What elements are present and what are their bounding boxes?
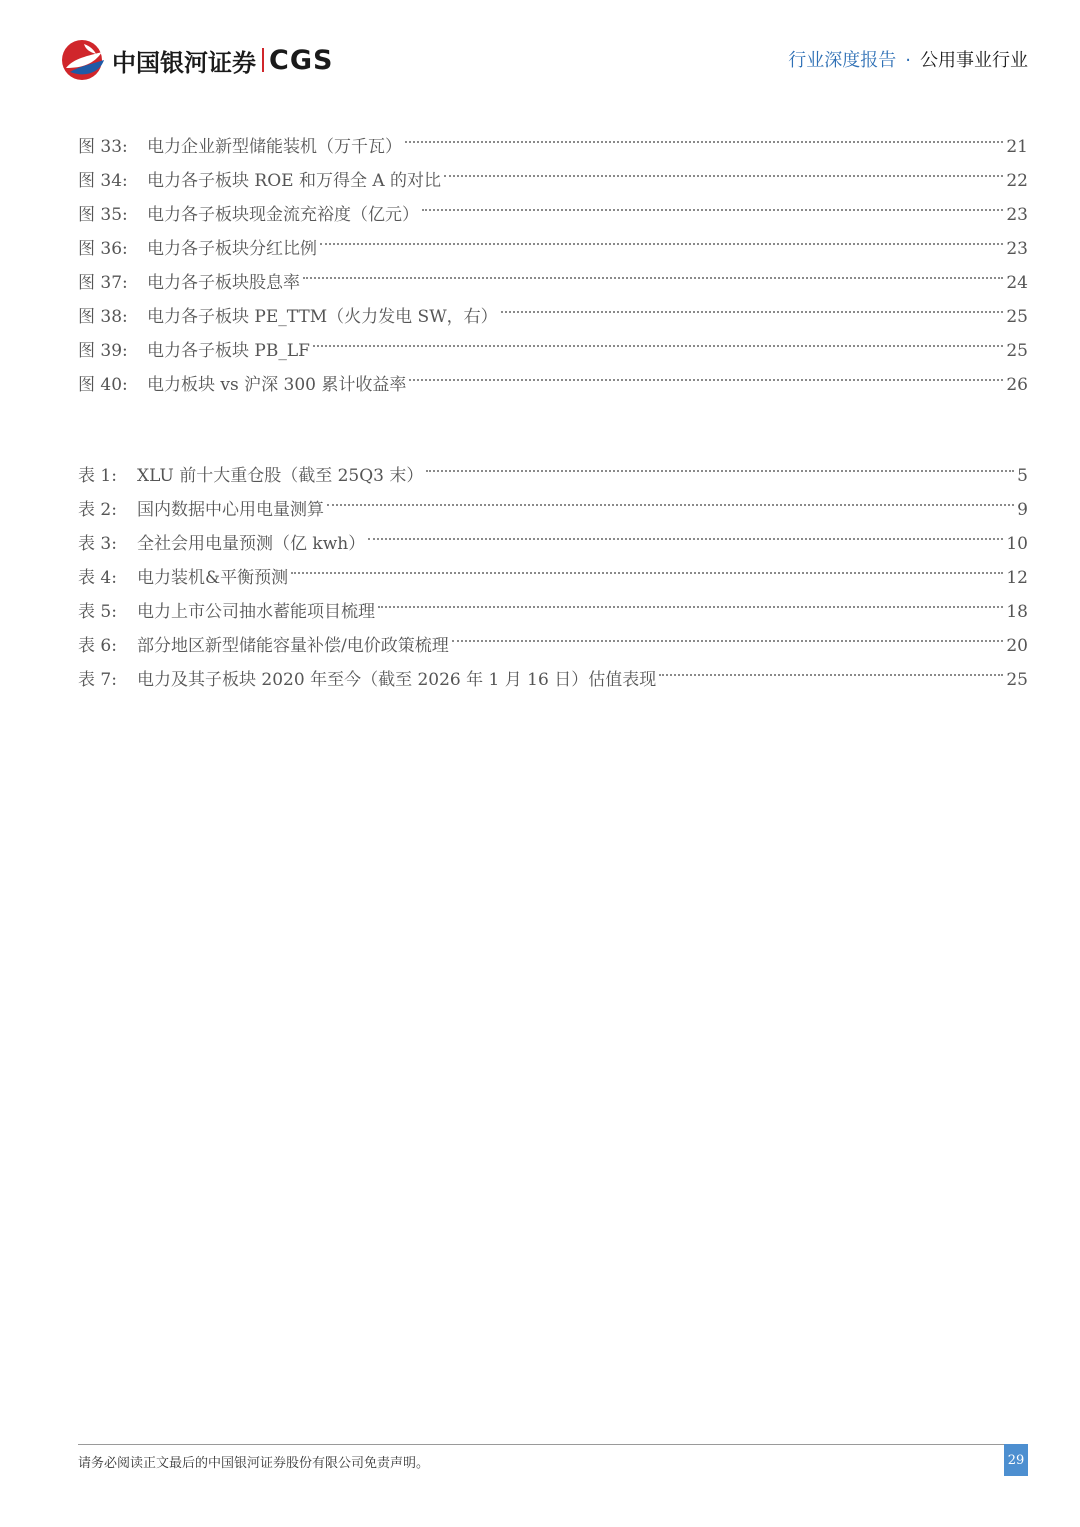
toc-entry-label: 表 3: (78, 534, 117, 554)
toc-entry-label: 图 40: (78, 375, 128, 395)
toc-entry-page: 18 (1006, 602, 1028, 622)
cgs-logo (60, 38, 333, 82)
toc-entry-table-6[interactable] (78, 617, 1028, 656)
toc-entry-page: 21 (1006, 137, 1028, 157)
toc-entry-label: 图 35: (78, 205, 128, 225)
toc-entry-figure-38[interactable] (78, 288, 1028, 327)
toc-entry-label: 表 2: (78, 500, 117, 520)
toc-leader-dots (501, 288, 1004, 322)
toc-entry-title: 电力上市公司抽水蓄能项目梳理 (137, 602, 375, 622)
toc-entry-page: 10 (1006, 534, 1028, 554)
toc-entry-figure-40[interactable] (78, 356, 1028, 395)
toc-entry-page: 20 (1006, 636, 1028, 656)
footer-disclaimer: 请务必阅读正文最后的中国银河证券股份有限公司免责声明。 (78, 1456, 430, 1471)
toc-entry-label: 表 7: (78, 670, 117, 690)
toc-entry-page: 9 (1017, 500, 1028, 520)
toc-entry-label: 图 33: (78, 137, 128, 157)
cgs-logo-mark-icon (60, 38, 106, 82)
toc-leader-dots (659, 651, 1003, 685)
toc-leader-dots (291, 549, 1003, 583)
toc-entry-title: 电力装机&平衡预测 (137, 568, 289, 588)
toc-leader-dots (422, 186, 1003, 220)
logo-divider (262, 48, 264, 72)
toc-entry-page: 25 (1006, 307, 1028, 327)
toc-entry-page: 23 (1006, 239, 1028, 259)
toc-entry-title: 电力板块 vs 沪深 300 累计收益率 (147, 375, 407, 395)
toc-entry-table-4[interactable] (78, 549, 1028, 588)
toc-leader-dots (313, 322, 1003, 356)
header-separator: · (905, 50, 911, 71)
toc-entry-title: 电力各子板块股息率 (147, 273, 300, 293)
toc-entry-figure-34[interactable] (78, 152, 1028, 191)
toc-entry-title: 电力各子板块 ROE 和万得全 A 的对比 (147, 171, 442, 191)
toc-entry-label: 表 6: (78, 636, 117, 656)
toc-entry-page: 23 (1006, 205, 1028, 225)
toc-entry-title: 电力各子板块现金流充裕度（亿元） (147, 205, 419, 225)
toc-leader-dots (320, 220, 1003, 254)
toc-entry-title: 电力及其子板块 2020 年至今（截至 2026 年 1 月 16 日）估值表现 (137, 670, 657, 690)
toc-entry-figure-35[interactable] (78, 186, 1028, 225)
toc-leader-dots (378, 583, 1003, 617)
toc-entry-label: 图 37: (78, 273, 128, 293)
toc-leader-dots (409, 356, 1003, 390)
toc-leader-dots (444, 152, 1003, 186)
toc-entry-title: 电力企业新型储能装机（万千瓦） (147, 137, 402, 157)
table-list (78, 447, 1028, 690)
toc-entry-label: 图 39: (78, 341, 128, 361)
toc-entry-label: 图 38: (78, 307, 128, 327)
toc-leader-dots (368, 515, 1003, 549)
toc-entry-table-2[interactable] (78, 481, 1028, 520)
toc-entry-table-7[interactable] (78, 651, 1028, 690)
toc-entry-label: 表 4: (78, 568, 117, 588)
toc-entry-page: 25 (1006, 670, 1028, 690)
toc-entry-table-3[interactable] (78, 515, 1028, 554)
toc-leader-dots (405, 118, 1003, 152)
toc-entry-page: 26 (1006, 375, 1028, 395)
toc-entry-label: 表 5: (78, 602, 117, 622)
toc-entry-page: 5 (1017, 466, 1028, 486)
industry-name: 公用事业行业 (920, 50, 1028, 71)
figure-list (78, 118, 1028, 395)
toc-leader-dots (452, 617, 1004, 651)
page-header (0, 0, 1080, 110)
toc-entry-page: 24 (1006, 273, 1028, 293)
toc-entry-table-5[interactable] (78, 583, 1028, 622)
report-type: 行业深度报告 (788, 50, 897, 71)
toc-entry-title: XLU 前十大重仓股（截至 25Q3 末） (137, 466, 424, 486)
toc-entry-label: 表 1: (78, 466, 117, 486)
toc-leader-dots (426, 447, 1014, 481)
logo-english-name: CGS (269, 44, 334, 76)
toc-entry-page: 25 (1006, 341, 1028, 361)
toc-entry-title: 部分地区新型储能容量补偿/电价政策梳理 (137, 636, 449, 656)
toc-entry-figure-36[interactable] (78, 220, 1028, 259)
toc-entry-figure-33[interactable] (78, 118, 1028, 157)
toc-leader-dots (327, 481, 1014, 515)
toc-entry-figure-39[interactable] (78, 322, 1028, 361)
report-category (788, 46, 1028, 72)
toc-entry-label: 图 34: (78, 171, 128, 191)
toc-entry-table-1[interactable] (78, 447, 1028, 486)
toc-leader-dots (303, 254, 1003, 288)
toc-entry-label: 图 36: (78, 239, 128, 259)
footer-divider (78, 1444, 1004, 1445)
toc-entry-page: 22 (1006, 171, 1028, 191)
toc-entry-title: 国内数据中心用电量测算 (137, 500, 324, 520)
toc-entry-title: 电力各子板块 PE_TTM（火力发电 SW，右） (147, 307, 498, 327)
page-number: 29 (1004, 1444, 1028, 1476)
toc-entry-page: 12 (1006, 568, 1028, 588)
toc-entry-figure-37[interactable] (78, 254, 1028, 293)
toc-entry-title: 电力各子板块分红比例 (147, 239, 317, 259)
logo-chinese-name: 中国银河证券 (112, 48, 256, 77)
toc-entry-title: 全社会用电量预测（亿 kwh） (137, 534, 366, 554)
toc-entry-title: 电力各子板块 PB_LF (147, 341, 310, 361)
